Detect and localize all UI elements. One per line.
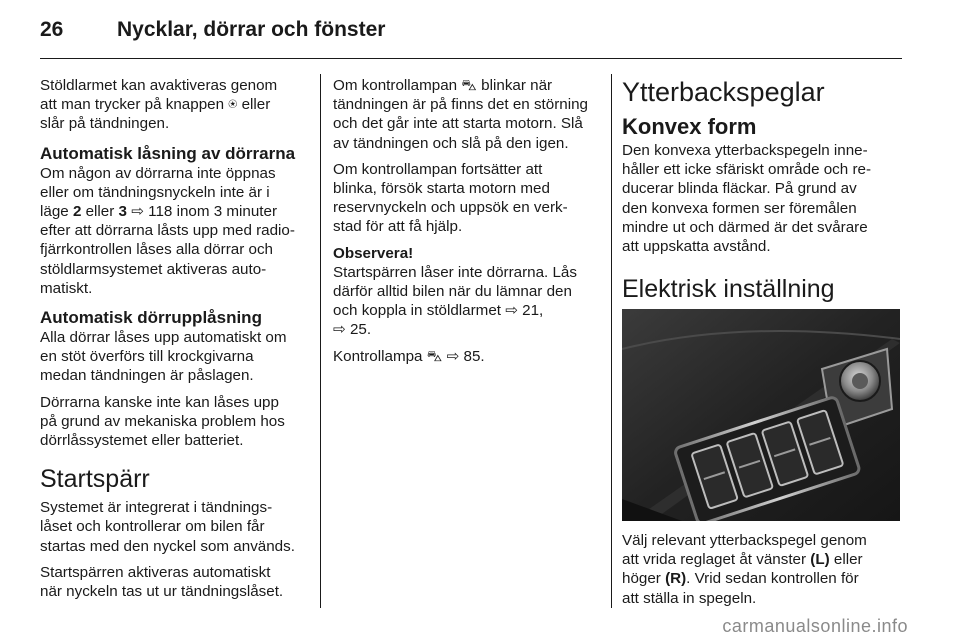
text-line: den konvexa formen ser föremålen: [622, 199, 857, 217]
text-line: när nyckeln tas ut ur tändningslåset.: [40, 583, 284, 601]
paragraph-warning-lamp-flash: [333, 76, 603, 153]
paragraph-immobiliser-auto: [40, 563, 310, 601]
text-line: startas med den nyckel som används.: [40, 537, 295, 555]
text-line: [622, 569, 902, 588]
text-line: Om kontrollampan fortsätter att: [333, 160, 543, 178]
heading-electric-adjustment: Elektrisk inställning: [622, 275, 835, 304]
text-line: Startspärren låser inte dörrarna. Lås: [333, 263, 577, 281]
heading-auto-unlock: Automatisk dörrupplåsning: [40, 308, 262, 328]
paragraph-lamp-reference: [333, 347, 603, 366]
text-line: och det går inte att starta motorn. Slå: [333, 115, 583, 133]
text-line: på grund av mekaniska problem hos: [40, 412, 285, 430]
mirror-control-photo: [622, 309, 900, 521]
text-run: eller: [829, 551, 863, 569]
paragraph-alarm-deactivate: [40, 76, 310, 134]
text-line: Om någon av dörrarna inte öppnas: [40, 164, 276, 182]
text-run: eller: [81, 203, 119, 221]
paragraph-warning-lamp-continue: [333, 160, 603, 237]
text-line: reservnyckeln och uppsök en verk-: [333, 199, 568, 217]
text-line: [622, 550, 902, 569]
paragraph-convex-mirror: [622, 141, 902, 256]
paragraph-immobiliser-system: [40, 498, 310, 556]
column-separator-2: [611, 74, 612, 608]
text-line: ducerar blinda fläckar. På grund av: [622, 180, 857, 198]
text-line: dörrlåssystemet eller batteriet.: [40, 432, 244, 450]
text-run: . Vrid sedan kontrollen för: [686, 570, 859, 588]
page-reference-link[interactable]: ⇨ 118 inom 3 minuter: [126, 203, 278, 221]
text-line: att ställa in spegeln.: [622, 589, 757, 607]
paragraph-auto-unlock: [40, 328, 310, 386]
heading-immobiliser: Startspärr: [40, 465, 150, 494]
text-line: Den konvexa ytterbackspegeln inne-: [622, 142, 868, 159]
text-line: en stöt överförs till krockgivarna: [40, 348, 254, 366]
watermark: carmanualsonline.info: [722, 616, 908, 636]
text-run: läge: [40, 203, 73, 221]
text-line: efter att dörrarna låsts upp med radio-: [40, 222, 295, 240]
text-line: slår på tändningen.: [40, 115, 170, 133]
column-1: [40, 76, 310, 608]
column-3-lower: [622, 531, 902, 615]
text-line: mindre ut och därmed är det svårare: [622, 218, 868, 236]
text-line: [40, 202, 310, 221]
text-line: Startspärren aktiveras automatiskt: [40, 563, 271, 581]
text-line: fjärrkontrollen låses alla dörrar och: [40, 241, 273, 259]
text-run: höger: [622, 570, 666, 588]
chapter-title: Nycklar, dörrar och fönster: [117, 18, 386, 41]
text-line: eller om tändningsnyckeln inte är i: [40, 183, 270, 201]
text-run: att vrida reglaget åt vänster: [622, 551, 811, 569]
text-line: tändningen är på finns det en störning: [333, 96, 588, 114]
page-number: 26: [40, 18, 64, 41]
heading-exterior-mirrors: Ytterbackspeglar: [622, 77, 825, 107]
position-3: 3: [118, 203, 127, 221]
text-line: Stöldlarmet kan avaktiveras genom: [40, 77, 278, 94]
page-reference-link[interactable]: Kontrollampa ⛍ ⇨ 85.: [333, 347, 485, 365]
text-line: blinka, försök starta motorn med: [333, 180, 550, 198]
heading-convex-shape: Konvex form: [622, 114, 757, 139]
column-2: [333, 76, 603, 373]
note-box: [333, 244, 603, 340]
text-line: Välj relevant ytterbackspegel genom: [622, 532, 867, 549]
left-label: (L): [810, 551, 830, 569]
text-line: låset och kontrollerar om bilen får: [40, 518, 265, 536]
note-title: Observera!: [333, 244, 414, 262]
text-line: Systemet är integrerat i tändnings-: [40, 499, 273, 517]
text-line: stöldlarmsystemet aktiveras auto-: [40, 260, 267, 278]
text-line: av tändningen och slå på den igen.: [333, 134, 569, 152]
text-line: Alla dörrar låses upp automatiskt om: [40, 329, 287, 347]
text-line: håller ett icke sfäriskt område och re-: [622, 161, 871, 179]
position-2: 2: [72, 203, 82, 221]
heading-auto-lock: Automatisk låsning av dörrarna: [40, 143, 296, 163]
paragraph-auto-lock: [40, 164, 310, 298]
text-line: Om kontrollampan ⛍ blinkar när: [333, 77, 553, 94]
text-line: att man trycker på knappen ⍟ eller: [40, 96, 271, 114]
column-separator-1: [320, 74, 321, 608]
text-line: stad för att få hjälp.: [333, 218, 463, 236]
column-3: [622, 76, 902, 308]
text-line: därför alltid bilen när du lämnar den: [333, 283, 572, 301]
text-line: medan tändningen är påslagen.: [40, 367, 254, 385]
page-reference-link[interactable]: och koppla in stöldlarmet ⇨ 21,: [333, 302, 544, 320]
text-line: Dörrarna kanske inte kan låses upp: [40, 393, 279, 411]
text-line: matiskt.: [40, 279, 93, 297]
paragraph-mechanical-problem: [40, 393, 310, 451]
header-rule: [40, 58, 902, 59]
paragraph-mirror-select: [622, 531, 902, 608]
page-reference-link[interactable]: ⇨ 25.: [333, 321, 372, 339]
mirror-control-illustration: [622, 309, 900, 521]
text-line: att uppskatta avstånd.: [622, 238, 771, 256]
right-label: (R): [665, 570, 687, 588]
